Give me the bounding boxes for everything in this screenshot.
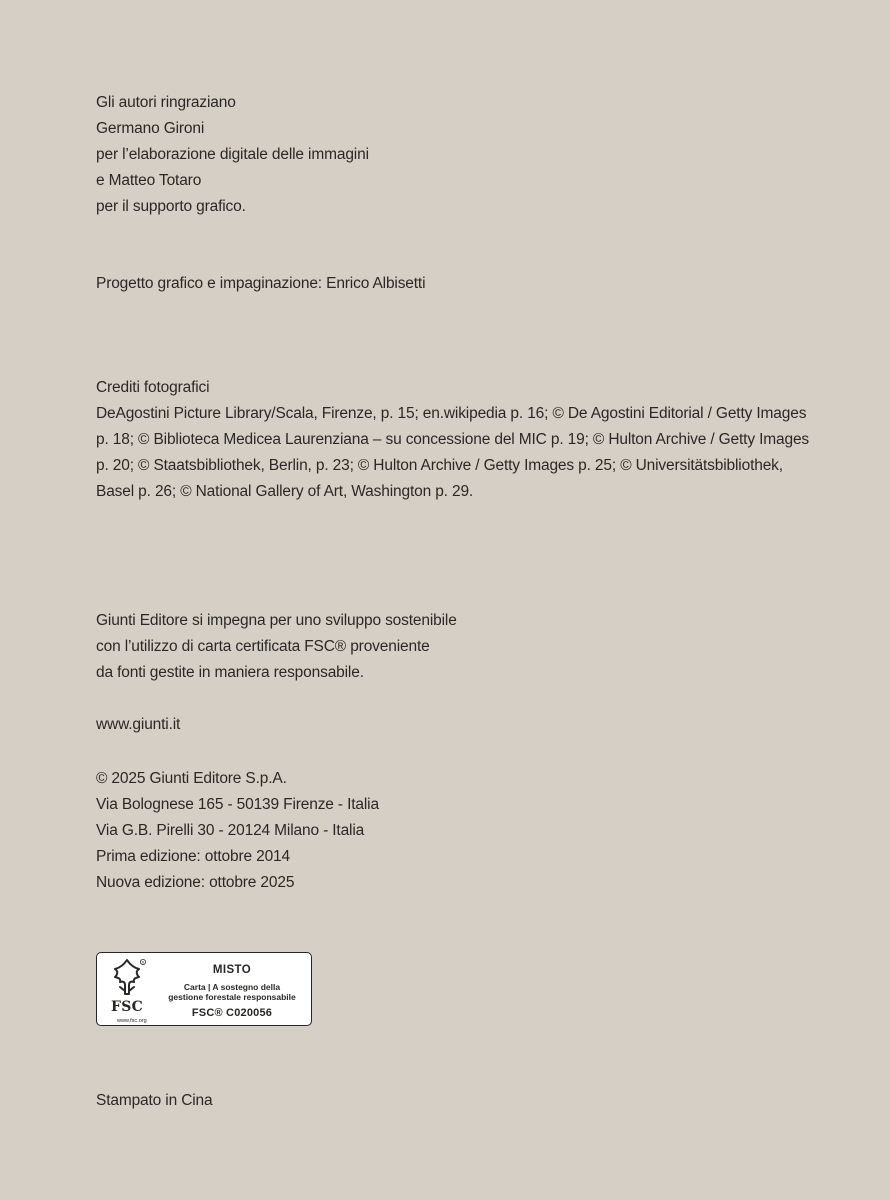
fsc-url: www.fsc.org: [117, 1018, 147, 1024]
sustainability-line: con l’utilizzo di carta certificata FSC® proveniente: [96, 638, 430, 655]
imprint-line: Prima edizione: ottobre 2014: [96, 848, 290, 865]
design-credit-text: Progetto grafico e impaginazione: Enrico Albisetti: [96, 275, 426, 292]
fsc-tree-icon: [103, 957, 151, 999]
fsc-description-line: gestione forestale responsabile: [168, 992, 296, 1002]
acknowledgement-line: e Matteo Totaro: [96, 172, 202, 189]
fsc-logo: [103, 957, 151, 1024]
photo-credits-block: [96, 375, 811, 505]
fsc-description: [157, 982, 307, 1002]
imprint-block: [96, 766, 379, 896]
website-block: [96, 712, 180, 738]
design-credit: [96, 271, 425, 297]
fsc-title: MISTO: [212, 964, 252, 976]
fsc-label-text: [157, 953, 307, 1025]
imprint-line: Nuova edizione: ottobre 2025: [96, 874, 295, 891]
imprint-line: © 2025 Giunti Editore S.p.A.: [96, 770, 287, 787]
svg-text:R: R: [141, 960, 145, 965]
fsc-description-line: Carta | A sostegno della: [183, 982, 281, 992]
photo-credits-heading: Crediti fotografici: [96, 379, 210, 396]
fsc-license-code: FSC® C020056: [191, 1007, 273, 1019]
imprint-line: Via G.B. Pirelli 30 - 20124 Milano - Italia: [96, 822, 365, 839]
photo-credits-text: DeAgostini Picture Library/Scala, Firenze, p. 15; en.wikipedia p. 16; © De Agostini Editorial / Getty Images p. 18; © Biblioteca Medicea Laurenziana – su concessione del MIC p. 19; © Hulton Archive / Getty Images p. 20; © Staatsbibliothek, Berlin, p. 23; © Hulton Archive / Getty Images p. 25; © Universitätsbibliothek, Basel p. 26; © National Gallery of Art, Washington p. 29.: [96, 405, 810, 500]
imprint-line: Via Bolognese 165 - 50139 Firenze - Italia: [96, 796, 379, 813]
acknowledgement-line: Gli autori ringraziano: [96, 94, 236, 111]
acknowledgement-line: per il supporto grafico.: [96, 198, 246, 215]
printed-in-text: Stampato in Cina: [96, 1092, 213, 1109]
fsc-logo-word: FSC: [111, 999, 144, 1015]
printed-in-block: [96, 1088, 213, 1114]
fsc-label: [96, 952, 312, 1026]
sustainability-line: da fonti gestite in maniera responsabile.: [96, 664, 364, 681]
sustainability-line: Giunti Editore si impegna per uno sviluppo sostenibile: [96, 612, 457, 629]
acknowledgements-block: [96, 90, 369, 220]
sustainability-statement: [96, 608, 457, 686]
website-link[interactable]: www.giunti.it: [96, 716, 181, 733]
acknowledgement-line: Germano Gironi: [96, 120, 205, 137]
acknowledgement-line: per l’elaborazione digitale delle immagini: [96, 146, 369, 163]
